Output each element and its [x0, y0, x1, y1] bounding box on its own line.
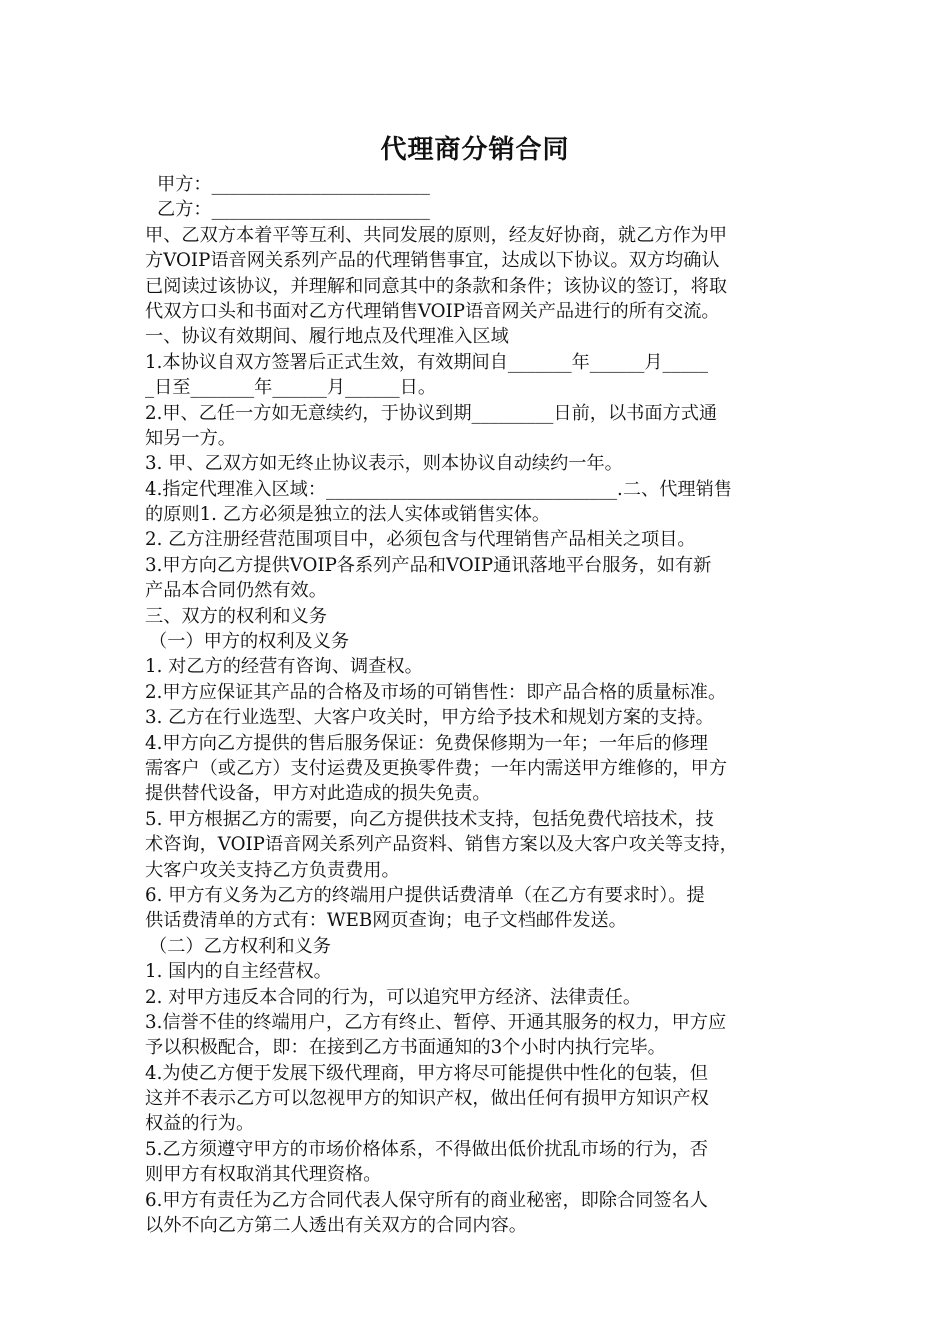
- clause-line: 提供替代设备，甲方对此造成的损失免责。: [145, 783, 491, 805]
- section-heading: 三、双方的权利和义务: [145, 605, 327, 627]
- clause-line: 2. 乙方注册经营范围项目中，必须包含与代理销售产品相关之项目。: [145, 529, 696, 551]
- clause-line: 需客户（或乙方）支付运费及更换零件费；一年内需送甲方维修的，甲方: [145, 757, 728, 779]
- clause-line: 予以积极配合，即：在接到乙方书面通知的3个小时内执行完毕。: [145, 1037, 666, 1059]
- clause-line: 术咨询，VOIP语音网关系列产品资料、销售方案以及大客户攻关等支持，: [145, 834, 738, 856]
- intro-line: 方VOIP语音网关系列产品的代理销售事宜，达成以下协议。双方均确认: [145, 250, 720, 272]
- contract-body: [145, 172, 821, 1238]
- clause-line: 权益的行为。: [145, 1113, 255, 1135]
- subsection-heading: （二）乙方权利和义务: [149, 935, 331, 957]
- clause-line: 以外不向乙方第二人透出有关双方的合同内容。: [145, 1215, 527, 1237]
- clause-line: 5.乙方须遵守甲方的市场价格体系，不得做出低价扰乱市场的行为，否: [145, 1138, 708, 1160]
- clause-line: 4.指定代理准入区域：________________________________.二、代理销售: [145, 478, 732, 500]
- clause-line: 5. 甲方根据乙方的需要，向乙方提供技术支持，包括免费代培技术，技: [145, 808, 714, 830]
- clause-line: 6. 甲方有义务为乙方的终端用户提供话费清单（在乙方有要求时）。提: [145, 884, 705, 906]
- clause-line: 这并不表示乙方可以忽视甲方的知识产权，做出任何有损甲方知识产权: [145, 1088, 709, 1110]
- intro-line: 已阅读过该协议，并理解和同意其中的条款和条件；该协议的签订，将取: [145, 275, 728, 297]
- clause-line: 的原则1. 乙方必须是独立的法人实体或销售实体。: [145, 504, 551, 526]
- party-a-line: 甲方：________________________: [157, 174, 430, 195]
- clause-line: 2.甲、乙任一方如无意续约，于协议到期_________日前，以书面方式通: [145, 402, 718, 424]
- clause-line: 1. 对乙方的经营有咨询、调查权。: [145, 656, 423, 678]
- clause-line: 2.甲方应保证其产品的合格及市场的可销售性：即产品合格的质量标准。: [145, 681, 727, 703]
- party-b-line: 乙方：________________________: [157, 199, 430, 221]
- intro-line: 甲、乙双方本着平等互利、共同发展的原则，经友好协商，就乙方作为甲: [145, 224, 728, 246]
- clause-line: 3. 乙方在行业选型、大客户攻关时，甲方给予技术和规划方案的支持。: [145, 707, 714, 729]
- clause-line: 则甲方有权取消其代理资格。: [145, 1164, 382, 1186]
- clause-line: _日至_______年______月______日。: [145, 377, 437, 399]
- clause-line: 产品本合同仍然有效。: [145, 580, 327, 602]
- clause-line: 1.本协议自双方签署后正式生效，有效期间自_______年______月_____: [145, 351, 708, 373]
- clause-line: 3.甲方向乙方提供VOIP各系列产品和VOIP通讯落地平台服务，如有新: [145, 554, 712, 576]
- intro-line: 代双方口头和书面对乙方代理销售VOIP语音网关产品进行的所有交流。: [145, 300, 720, 322]
- clause-line: 大客户攻关支持乙方负责费用。: [145, 859, 400, 881]
- clause-line: 2. 对甲方违反本合同的行为，可以追究甲方经济、法律责任。: [145, 986, 642, 1008]
- clause-line: 6.甲方有责任为乙方合同代表人保守所有的商业秘密，即除合同签名人: [145, 1189, 708, 1211]
- clause-line: 3.信誉不佳的终端用户，乙方有终止、暂停、开通其服务的权力，甲方应: [145, 1011, 727, 1033]
- clause-line: 知另一方。: [145, 427, 236, 449]
- clause-line: 4.甲方向乙方提供的售后服务保证：免费保修期为一年；一年后的修理: [145, 732, 708, 754]
- document-title: 代理商分销合同: [380, 135, 570, 165]
- clause-line: 1. 国内的自主经营权。: [145, 961, 332, 983]
- clause-line: 4.为使乙方便于发展下级代理商，甲方将尽可能提供中性化的包装，但: [145, 1062, 708, 1084]
- clause-line: 供话费清单的方式有：WEB网页查询；电子文档邮件发送。: [145, 910, 627, 932]
- clause-line: 3. 甲、乙双方如无终止协议表示，则本协议自动续约一年。: [145, 453, 623, 475]
- section-heading: 一、协议有效期间、履行地点及代理准入区域: [145, 326, 509, 348]
- subsection-heading: （一）甲方的权利及义务: [149, 631, 350, 653]
